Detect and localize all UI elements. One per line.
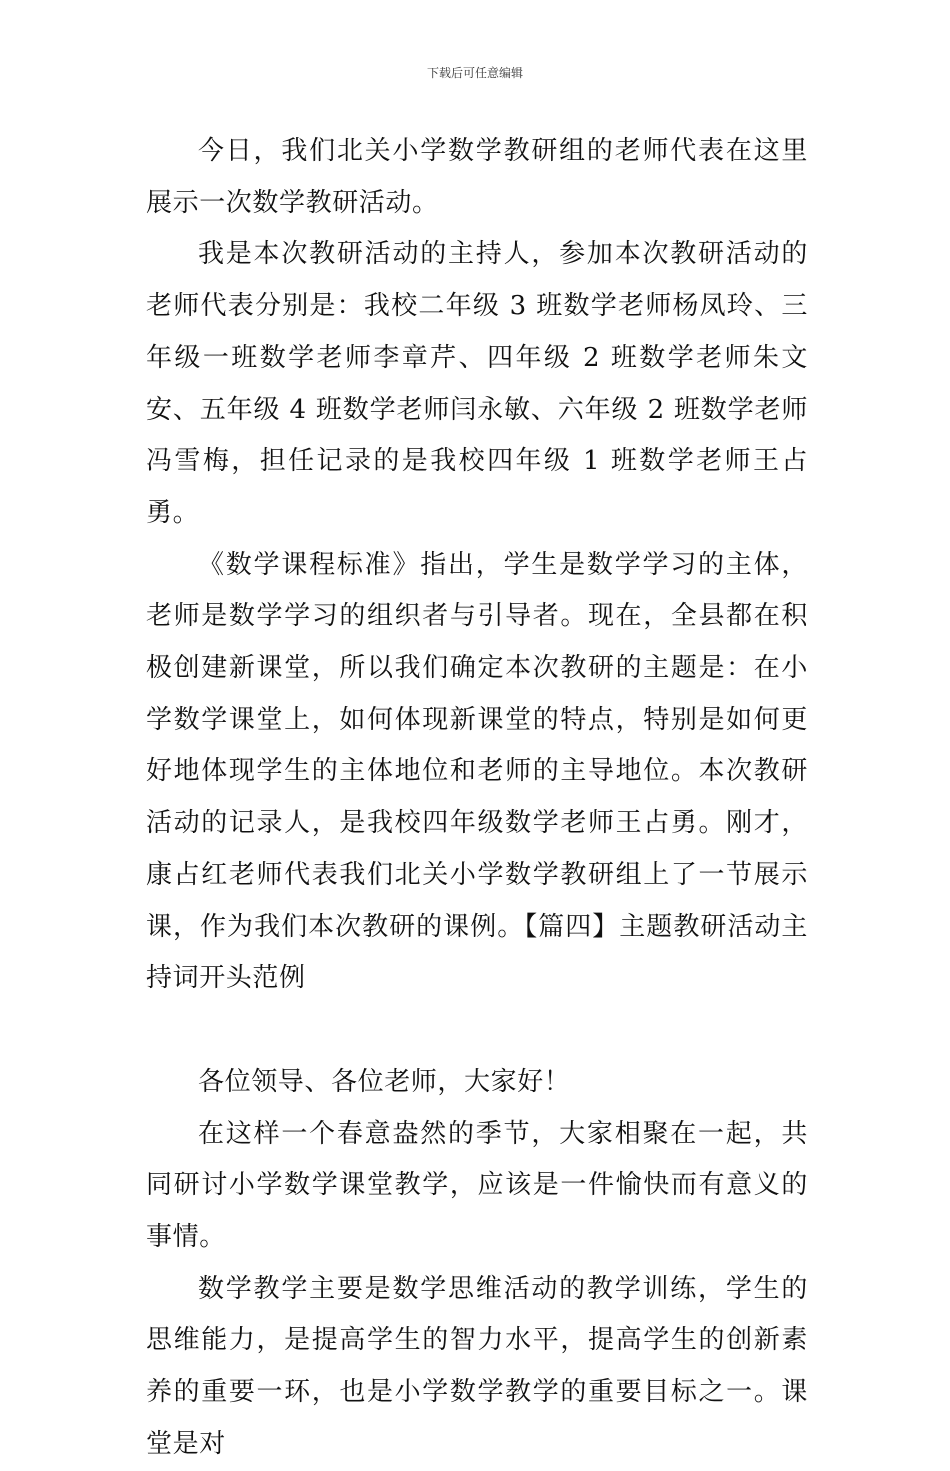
page-header: 下载后可任意编辑 (426, 66, 523, 80)
paragraph-math-thinking: 数学教学主要是数学思维活动的教学训练，学生的思维能力，是提高学生的智力水平，提高学生的创新素养的重要一环，也是小学数学教学的重要目标之一。课堂是对 (146, 1273, 808, 1459)
document-body (146, 126, 808, 1471)
paragraph-greeting: 各位领导、各位老师，大家好！ (198, 1066, 571, 1097)
section-break (146, 1005, 808, 1057)
paragraph-opening: 今日，我们北关小学数学教研组的老师代表在这里展示一次数学教研活动。 (146, 136, 808, 218)
paragraph-curriculum-standard: 《数学课程标准》指出，学生是数学学习的主体，老师是数学学习的组织者与引导者。现在，全县都在积极创建新课堂，所以我们确定本次教研的主题是：在小学数学课堂上，如何体现新课堂的特点，特别是如何更好地体现学生的主体地位和老师的主导地位。本次教研活动的记录人，是我校四年级数学老师王占勇。刚才，康占红老师代表我们北关小学数学教研组上了一节展示课，作为我们本次教研的课例。【篇四】主题教研活动主持词开头范例 (146, 549, 808, 994)
paragraph-season: 在这样一个春意盎然的季节，大家相聚在一起，共同研讨小学数学课堂教学，应该是一件愉快而有意义的事情。 (146, 1118, 808, 1253)
paragraph-host-intro: 我是本次教研活动的主持人，参加本次教研活动的老师代表分别是：我校二年级 3 班数学老师杨凤玲、三年级一班数学老师李章芹、四年级 2 班数学老师朱文安、五年级 4 班数学老师闫永敏、六年级 2 班数学老师冯雪梅，担任记录的是我校四年级 1 班数学老师王占勇。 (146, 239, 808, 528)
